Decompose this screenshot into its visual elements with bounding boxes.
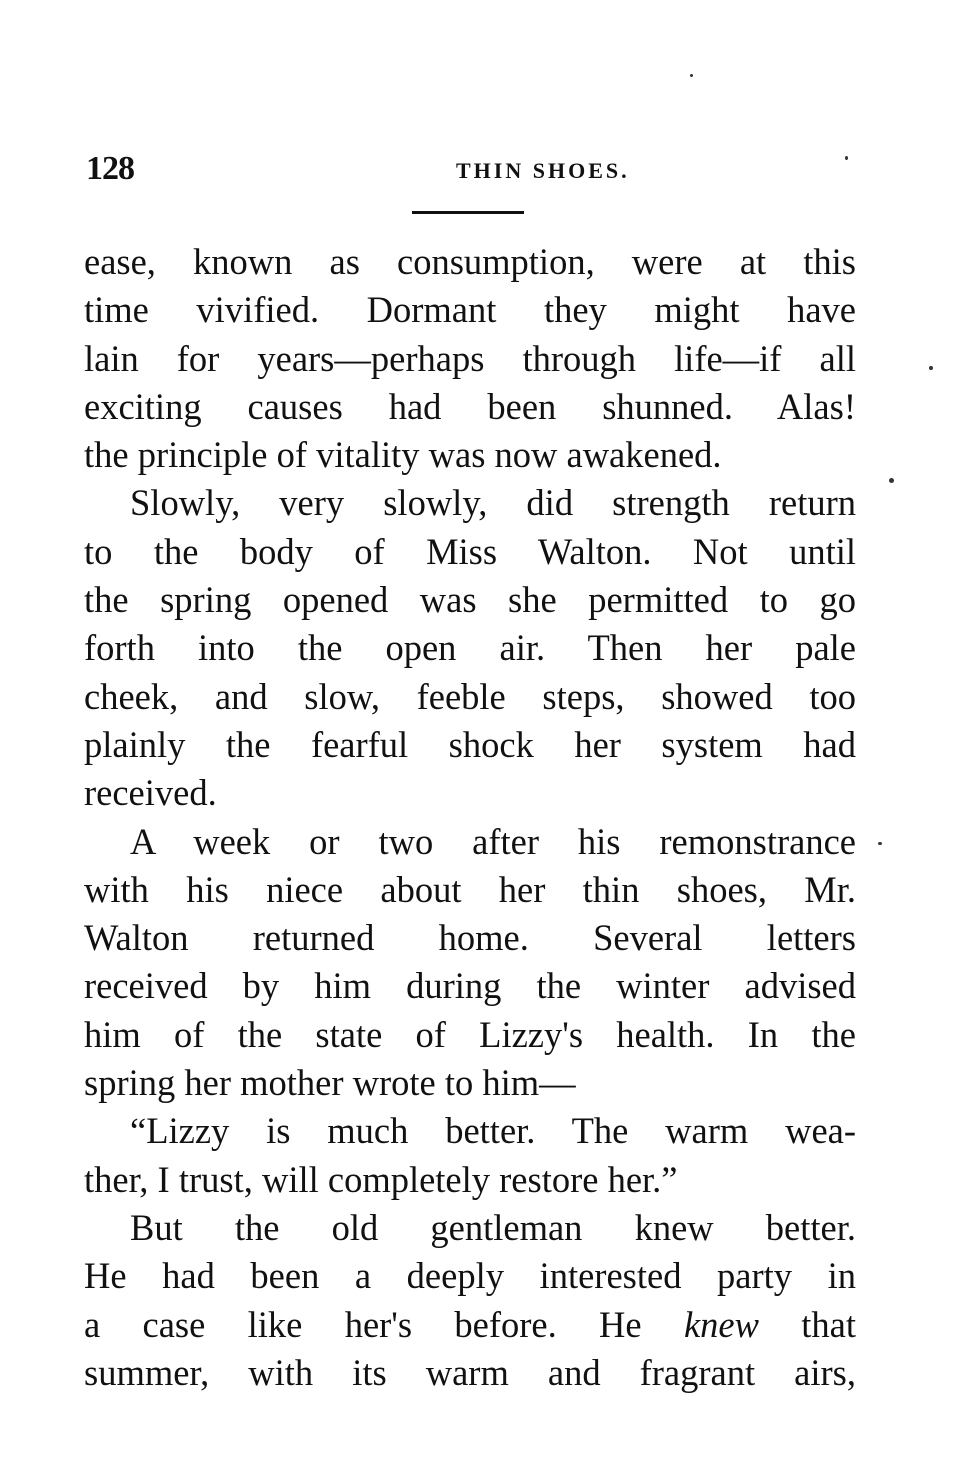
header-rule [412, 211, 524, 214]
text-segment: that [801, 1303, 857, 1345]
text-line: cheek, and slow, feeble steps, showed too [84, 675, 856, 717]
scan-speck [878, 842, 882, 845]
page-number: 128 [86, 150, 134, 187]
text-line: the spring opened was she permitted to go [84, 579, 856, 621]
scan-speck [690, 74, 693, 77]
text-line: Slowly, very slowly, did strength return [130, 482, 856, 524]
text-line: A week or two after his remonstrance [130, 820, 856, 862]
text-segment: a case like her's before. He [84, 1303, 642, 1345]
text-line: time vivified. Dormant they might have [84, 289, 856, 331]
text-line: spring her mother wrote to him— [84, 1062, 576, 1104]
text-line-with-emphasis [84, 1301, 856, 1349]
text-line: with his niece about her thin shoes, Mr. [84, 868, 856, 910]
text-line: summer, with its warm and fragrant airs, [84, 1351, 856, 1393]
text-line: “Lizzy is much better. The warm wea- [130, 1110, 856, 1152]
scan-speck [929, 366, 933, 370]
scan-speck [889, 478, 894, 483]
text-line: the principle of vitality was now awakened. [84, 434, 722, 476]
text-line: him of the state of Lizzy's health. In the [84, 1013, 856, 1055]
text-line: He had been a deeply interested party in [84, 1255, 856, 1297]
scan-speck [845, 156, 848, 160]
text-line: received. [84, 772, 217, 814]
running-head: THIN SHOES. [456, 158, 630, 183]
text-line: ease, known as consumption, were at this [84, 241, 856, 282]
text-line: to the body of Miss Walton. Not until [84, 530, 856, 572]
text-line: plainly the fearful shock her system had [84, 723, 856, 765]
text-line: exciting causes had been shunned. Alas! [84, 385, 856, 427]
body-text [84, 238, 856, 1397]
text-line: Walton returned home. Several letters [84, 917, 856, 959]
page-header [86, 150, 856, 190]
text-line: ther, I trust, will completely restore her.” [84, 1158, 678, 1200]
text-line: forth into the open air. Then her pale [84, 627, 856, 669]
text-line: But the old gentleman knew better. [130, 1206, 856, 1248]
text-line: lain for years—perhaps through life—if all [84, 337, 856, 379]
italic-word: knew [683, 1303, 759, 1345]
text-line: received by him during the winter advised [84, 965, 856, 1007]
